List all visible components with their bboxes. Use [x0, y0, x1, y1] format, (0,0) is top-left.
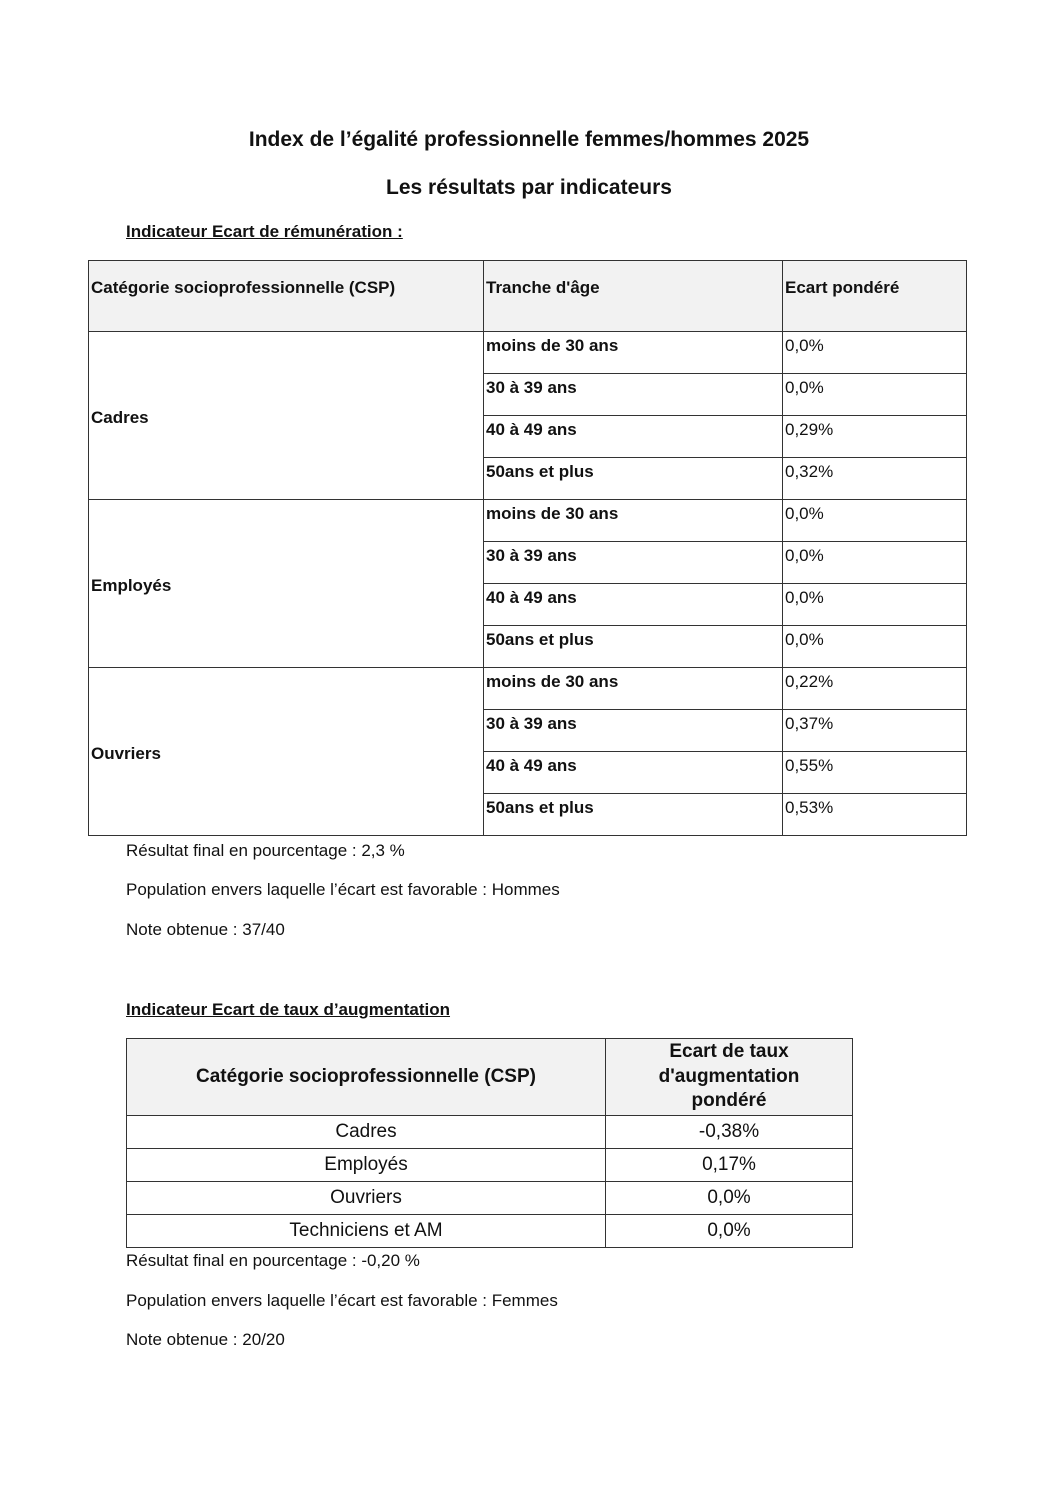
column-header-age: Tranche d'âge	[484, 261, 783, 332]
ecart-cell: 0,37%	[783, 710, 967, 752]
csp-cell: Techniciens et AM	[127, 1215, 606, 1248]
age-cell: 50ans et plus	[484, 626, 783, 668]
csp-cell: Employés	[89, 500, 484, 668]
ecart-cell: 0,53%	[783, 794, 967, 836]
ecart-cell: 0,0%	[783, 542, 967, 584]
csp-cell: Ouvriers	[89, 668, 484, 836]
ecart-cell: 0,0%	[783, 332, 967, 374]
column-header-csp: Catégorie socioprofessionnelle (CSP)	[89, 261, 484, 332]
augmentation-population: Population envers laquelle l’écart est favorable : Femmes	[126, 1291, 558, 1310]
ecart-cell: 0,0%	[606, 1182, 853, 1215]
ecart-cell: 0,0%	[606, 1215, 853, 1248]
remuneration-heading: Indicateur Ecart de rémunération :	[126, 222, 403, 241]
age-cell: 50ans et plus	[484, 458, 783, 500]
age-cell: 30 à 39 ans	[484, 710, 783, 752]
table-row	[89, 668, 967, 710]
ecart-cell: 0,0%	[783, 584, 967, 626]
age-cell: 30 à 39 ans	[484, 374, 783, 416]
table-row	[127, 1215, 853, 1248]
remuneration-note: Note obtenue : 37/40	[126, 920, 285, 939]
remuneration-population: Population envers laquelle l’écart est favorable : Hommes	[126, 880, 560, 899]
augmentation-heading: Indicateur Ecart de taux d’augmentation	[126, 1000, 451, 1019]
csp-cell: Cadres	[89, 332, 484, 500]
ecart-cell: -0,38%	[606, 1116, 853, 1149]
table-row	[127, 1149, 853, 1182]
age-cell: moins de 30 ans	[484, 668, 783, 710]
table-row	[89, 500, 967, 542]
csp-cell: Employés	[127, 1149, 606, 1182]
ecart-cell: 0,32%	[783, 458, 967, 500]
age-cell: 40 à 49 ans	[484, 752, 783, 794]
age-cell: moins de 30 ans	[484, 332, 783, 374]
ecart-cell: 0,0%	[783, 626, 967, 668]
page-subtitle: Les résultats par indicateurs	[386, 176, 672, 199]
column-header-ecart-augmentation: Ecart de taux d'augmentation pondéré	[606, 1039, 853, 1116]
ecart-cell: 0,0%	[783, 500, 967, 542]
table-row	[89, 332, 967, 374]
age-cell: 40 à 49 ans	[484, 416, 783, 458]
page-title: Index de l’égalité professionnelle femmes/hommes 2025	[248, 128, 810, 151]
age-cell: 40 à 49 ans	[484, 584, 783, 626]
age-cell: moins de 30 ans	[484, 500, 783, 542]
ecart-cell: 0,22%	[783, 668, 967, 710]
remuneration-table	[88, 260, 967, 836]
age-cell: 30 à 39 ans	[484, 542, 783, 584]
remuneration-result: Résultat final en pourcentage : 2,3 %	[126, 841, 405, 860]
ecart-cell: 0,0%	[783, 374, 967, 416]
augmentation-result: Résultat final en pourcentage : -0,20 %	[126, 1251, 420, 1270]
ecart-cell: 0,29%	[783, 416, 967, 458]
ecart-cell: 0,17%	[606, 1149, 853, 1182]
table-row	[127, 1116, 853, 1149]
augmentation-table	[126, 1038, 853, 1248]
table-row	[127, 1182, 853, 1215]
column-header-csp: Catégorie socioprofessionnelle (CSP)	[127, 1039, 606, 1116]
ecart-cell: 0,55%	[783, 752, 967, 794]
column-header-ecart: Ecart pondéré	[783, 261, 967, 332]
augmentation-note: Note obtenue : 20/20	[126, 1330, 285, 1349]
age-cell: 50ans et plus	[484, 794, 783, 836]
csp-cell: Cadres	[127, 1116, 606, 1149]
csp-cell: Ouvriers	[127, 1182, 606, 1215]
